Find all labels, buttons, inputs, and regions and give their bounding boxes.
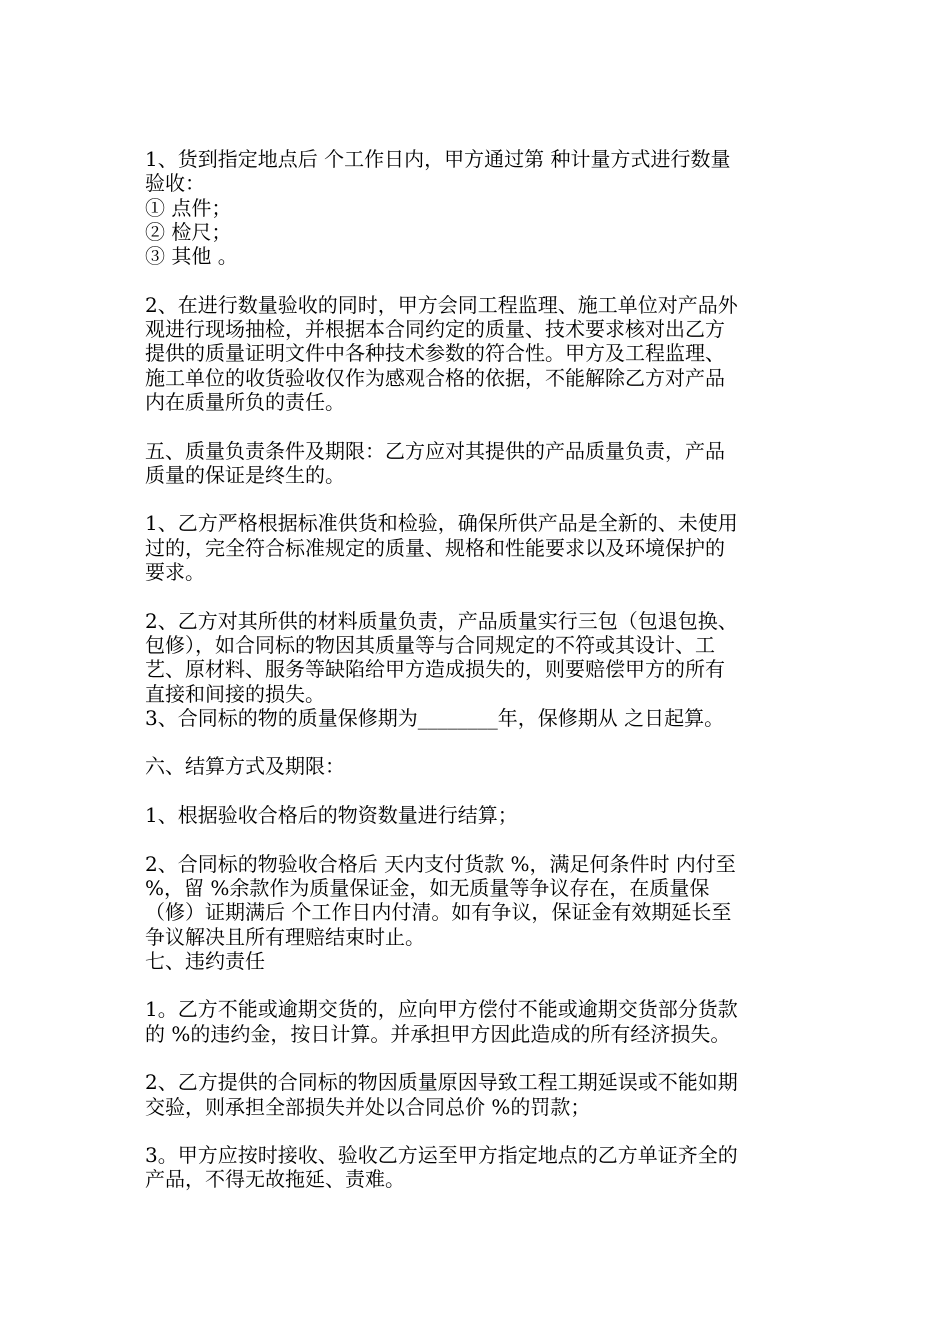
text-line: ② 检尺； bbox=[145, 219, 232, 244]
text-line: 3、合同标的物的质量保修期为________年，保修期从 之日起算。 bbox=[145, 705, 725, 730]
text-line: %，留 %余款作为质量保证金，如无质量等争议存在，在质量保 bbox=[145, 875, 710, 900]
paragraph-spacer bbox=[145, 973, 807, 997]
paragraph bbox=[145, 244, 807, 268]
paragraph bbox=[145, 997, 807, 1046]
text-line: 1、乙方严格根据标准供货和检验，确保所供产品是全新的、未使用 bbox=[145, 511, 738, 536]
paragraph bbox=[145, 511, 807, 584]
text-line: ① 点件； bbox=[145, 195, 232, 220]
paragraph-spacer bbox=[145, 268, 807, 292]
text-line: 3。甲方应按时接收、验收乙方运至甲方指定地点的乙方单证齐全的 bbox=[145, 1143, 738, 1168]
text-line: 直接和间接的损失。 bbox=[145, 681, 325, 706]
text-line: 五、质量负责条件及期限：乙方应对其提供的产品质量负责，产品 bbox=[145, 438, 725, 463]
text-line: 过的，完全符合标准规定的质量、规格和性能要求以及环境保护的 bbox=[145, 535, 725, 560]
paragraph-spacer bbox=[145, 414, 807, 438]
text-line: 2、乙方对其所供的材料质量负责，产品质量实行三包（包退包换、 bbox=[145, 608, 738, 633]
paragraph bbox=[145, 803, 807, 827]
text-line: ③ 其他 。 bbox=[145, 244, 238, 269]
text-line: 1、根据验收合格后的物资数量进行结算； bbox=[145, 803, 518, 828]
paragraph-spacer bbox=[145, 584, 807, 608]
paragraph bbox=[145, 1070, 807, 1119]
paragraph-spacer bbox=[145, 779, 807, 803]
paragraph bbox=[145, 609, 807, 706]
paragraph bbox=[145, 439, 807, 488]
paragraph bbox=[145, 147, 807, 196]
paragraph-spacer bbox=[145, 827, 807, 851]
paragraph-spacer bbox=[145, 487, 807, 511]
text-line: 六、结算方式及期限： bbox=[145, 754, 345, 779]
paragraph-spacer bbox=[145, 1119, 807, 1143]
text-line: 2、合同标的物验收合格后 天内支付货款 %，满足何条件时 内付至 bbox=[145, 851, 736, 876]
text-line: 争议解决且所有理赔结束时止。 bbox=[145, 924, 425, 949]
paragraph bbox=[145, 220, 807, 244]
text-line: 验收： bbox=[145, 171, 205, 196]
text-line: 产品，不得无故拖延、责难。 bbox=[145, 1167, 405, 1192]
text-line: 交验，则承担全部损失并处以合同总价 %的罚款； bbox=[145, 1094, 591, 1119]
paragraph bbox=[145, 852, 807, 949]
paragraph bbox=[145, 1143, 807, 1192]
text-line: 1。乙方不能或逾期交货的，应向甲方偿付不能或逾期交货部分货款 bbox=[145, 997, 738, 1022]
paragraph bbox=[145, 754, 807, 778]
text-line: 七、违约责任 bbox=[145, 948, 265, 973]
text-line: 包修），如合同标的物因其质量等与合同规定的不符或其设计、工 bbox=[145, 632, 715, 657]
document-body bbox=[145, 147, 807, 1192]
text-line: 提供的质量证明文件中各种技术参数的符合性。甲方及工程监理、 bbox=[145, 341, 725, 366]
text-line: （修）证期满后 个工作日内付清。如有争议，保证金有效期延长至 bbox=[145, 900, 732, 925]
paragraph bbox=[145, 293, 807, 414]
paragraph bbox=[145, 706, 807, 730]
text-line: 观进行现场抽检，并根据本合同约定的质量、技术要求核对出乙方 bbox=[145, 317, 725, 342]
text-line: 内在质量所负的责任。 bbox=[145, 389, 345, 414]
text-line: 2、在进行数量验收的同时，甲方会同工程监理、施工单位对产品外 bbox=[145, 292, 738, 317]
text-line: 质量的保证是终生的。 bbox=[145, 462, 345, 487]
text-line: 的 %的违约金，按日计算。并承担甲方因此造成的所有经济损失。 bbox=[145, 1021, 731, 1046]
text-line: 艺、原材料、服务等缺陷给甲方造成损失的，则要赔偿甲方的所有 bbox=[145, 657, 725, 682]
text-line: 要求。 bbox=[145, 560, 205, 585]
text-line: 施工单位的收货验收仅作为感观合格的依据，不能解除乙方对产品 bbox=[145, 365, 725, 390]
paragraph bbox=[145, 949, 807, 973]
paragraph-spacer bbox=[145, 730, 807, 754]
paragraph bbox=[145, 196, 807, 220]
paragraph-spacer bbox=[145, 1046, 807, 1070]
text-line: 2、乙方提供的合同标的物因质量原因导致工程工期延误或不能如期 bbox=[145, 1070, 738, 1095]
text-line: 1、货到指定地点后 个工作日内，甲方通过第 种计量方式进行数量 bbox=[145, 147, 731, 171]
